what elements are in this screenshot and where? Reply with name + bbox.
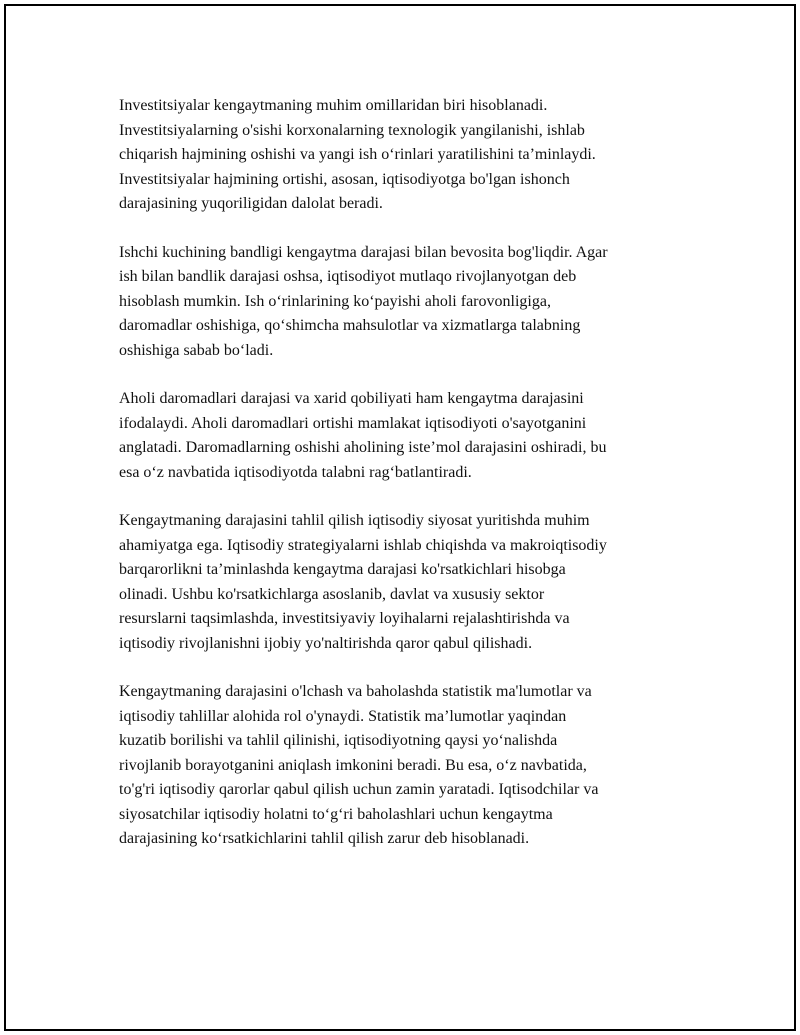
paragraph-statistics: Kengaytmaning darajasini o'lchash va baholashda statistik ma'lumotlar va iqtisodiy tahlillar alohida rol o'ynaydi. Statistik ma’lumotlar yaqindan kuzatib borilishi va tahlil qilinishi, iqtisodiyotning qaysi yo‘nalishda rivojlanib borayotganini aniqlash imkonini beradi. Bu esa, o‘z navbatida, to'g'ri iqtisodiy qarorlar qabul qilish uchun zamin yaratadi. Iqtisodchilar va siyosatchilar iqtisodiy holatni to‘g‘ri baholashlari uchun kengaytma darajasining ko‘rsatkichlarini tahlil qilish zarur deb hisoblanadi. [119, 683, 599, 847]
paragraph-income: Aholi daromadlari darajasi va xarid qobiliyati ham kengaytma darajasini ifodalaydi. Aholi daromadlari ortishi mamlakat iqtisodiyoti o'sayotganini anglatadi. Daromadlarning oshishi aholining iste’mol darajasini oshiradi, bu esa o‘z navbatida iqtisodiyotda talabni rag‘batlantiradi. [119, 390, 607, 481]
paragraph-employment: Ishchi kuchining bandligi kengaytma darajasi bilan bevosita bog'liqdir. Agar ish bilan bandlik darajasi oshsa, iqtisodiyot mutlaqo rivojlanyotgan deb hisoblash mumkin. Ish o‘rinlarining ko‘payishi aholi farovonligiga, daromadlar oshishiga, qo‘shimcha mahsulotlar va xizmatlarga talabning oshishiga sabab bo‘ladi. [119, 243, 608, 359]
paragraph-investments: Investitsiyalar kengaytmaning muhim omillaridan biri hisoblanadi. Investitsiyalarning o'sishi korxonalarning texnologik yangilanishi, ishlab chiqarish hajmining oshishi va yangi ish o‘rinlari yaratilishini ta’minlaydi. Investitsiyalar hajmining ortishi, asosan, iqtisodiyotga bo'lgan ishonch darajasining yuqoriligidan dalolat beradi. [119, 97, 596, 212]
paragraph-policy-analysis: Kengaytmaning darajasini tahlil qilish iqtisodiy siyosat yuritishda muhim ahamiyatga ega. Iqtisodiy strategiyalarni ishlab chiqishda va makroiqtisodiy barqarorlikni ta’minlashda kengaytma darajasi ko'rsatkichlari hisobga olinadi. Ushbu ko'rsatkichlarga asoslanib, davlat va xususiy sektor resurslarni taqsimlashda, investitsiyaviy loyihalarni rejalashtirishda va iqtisodiy rivojlanishni ijobiy yo'naltirishda qaror qabul qilishadi. [119, 512, 607, 652]
page-frame [4, 4, 796, 1031]
document-body [119, 94, 709, 876]
